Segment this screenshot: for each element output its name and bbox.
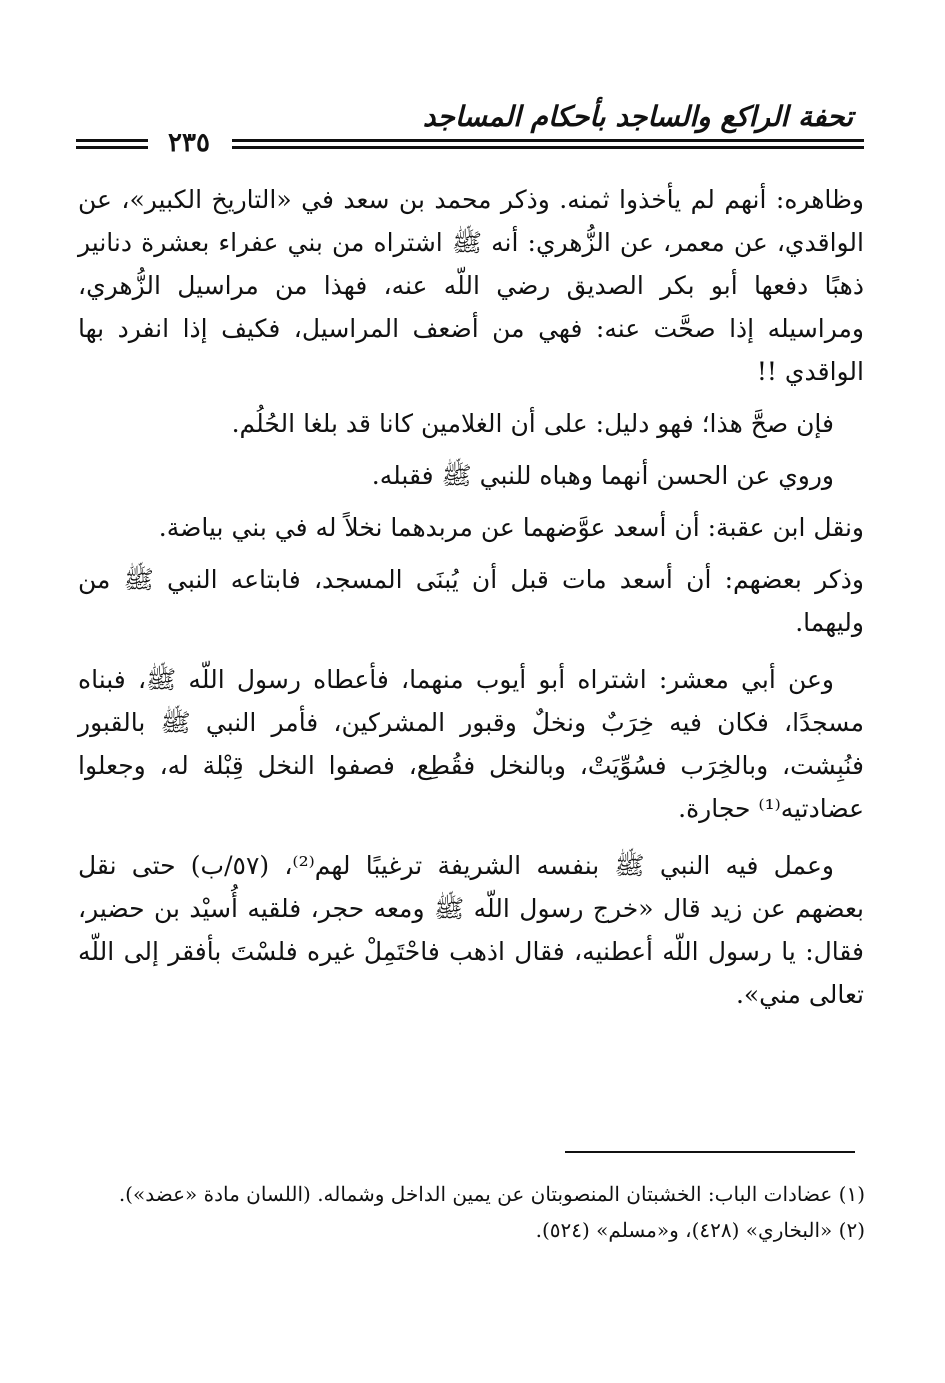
footnote-separator [565, 1151, 855, 1153]
running-title: تحفة الراكع والساجد بأحكام المساجد [422, 100, 853, 133]
page-number: ٢٣٥ [168, 128, 210, 158]
paragraph: وظاهره: أنهم لم يأخذوا ثمنه. وذكر محمد بن سعد في «التاريخ الكبير»، عن الواقدي، عن معمر، عن الزُّهري: أنه ﷺ اشتراه من بني عفراء بعشرة دنانير ذهبًا دفعها أبو بكر الصديق رضي اللّه عنه، فهذا من مراسيل الزُّهري، ومراسيله إذا صحَّت عنه: فهي من أضعف المراسيل، فكيف إذا انفرد بها الواقدي !! [78, 185, 864, 386]
main-text [78, 178, 864, 1025]
header-rule-right [232, 139, 864, 142]
header-rule-left [76, 139, 148, 142]
paragraph: وعمل فيه النبي ﷺ بنفسه الشريفة ترغيبًا لهم⁽²⁾، (٥٧/ب) حتى نقل بعضهم عن زيد قال «خرج رسول اللّه ﷺ ومعه حجر، فلقيه أُسيْد بن حضير، فقال: يا رسول اللّه أعطنيه، فقال اذهب فاحْتَمِلْ غيره فلسْتَ بأفقر إلى اللّه تعالى مني». [78, 851, 864, 1009]
header-rule-left-2 [76, 146, 148, 149]
footnote: (١) عضادات الباب: الخشبتان المنصوبتان عن يمين الداخل وشماله. (اللسان مادة «عضد»). [118, 1182, 865, 1206]
paragraph: وروي عن الحسن أنهما وهباه للنبي ﷺ فقبله. [371, 461, 834, 490]
footnote: (٢) «البخاري» (٤٢٨)، و«مسلم» (٥٢٤). [535, 1218, 865, 1242]
header-rule-right-2 [232, 146, 864, 149]
paragraph: وعن أبي معشر: اشتراه أبو أيوب منهما، فأعطاه رسول اللّه ﷺ، فبناه مسجدًا، فكان فيه خِرَبٌ ونخلٌ وقبور المشركين، فأمر النبي ﷺ بالقبور فنُبِشت، وبالخِرَب فسُوِّيَتْ، وبالنخل فقُطِع، فصفوا النخل قِبْلة له، وجعلوا عضادتيه⁽¹⁾ حجارة. [78, 665, 864, 823]
paragraph: فإن صحَّ هذا؛ فهو دليل: على أن الغلامين كانا قد بلغا الحُلُم. [231, 409, 834, 438]
footnotes [90, 1176, 865, 1248]
paragraph: وذكر بعضهم: أن أسعد مات قبل أن يُبنَى المسجد، فابتاعه النبي ﷺ من وليهما. [78, 565, 864, 637]
paragraph: ونقل ابن عقبة: أن أسعد عوَّضهما عن مربدهما نخلاً له في بني بياضة. [158, 513, 864, 542]
